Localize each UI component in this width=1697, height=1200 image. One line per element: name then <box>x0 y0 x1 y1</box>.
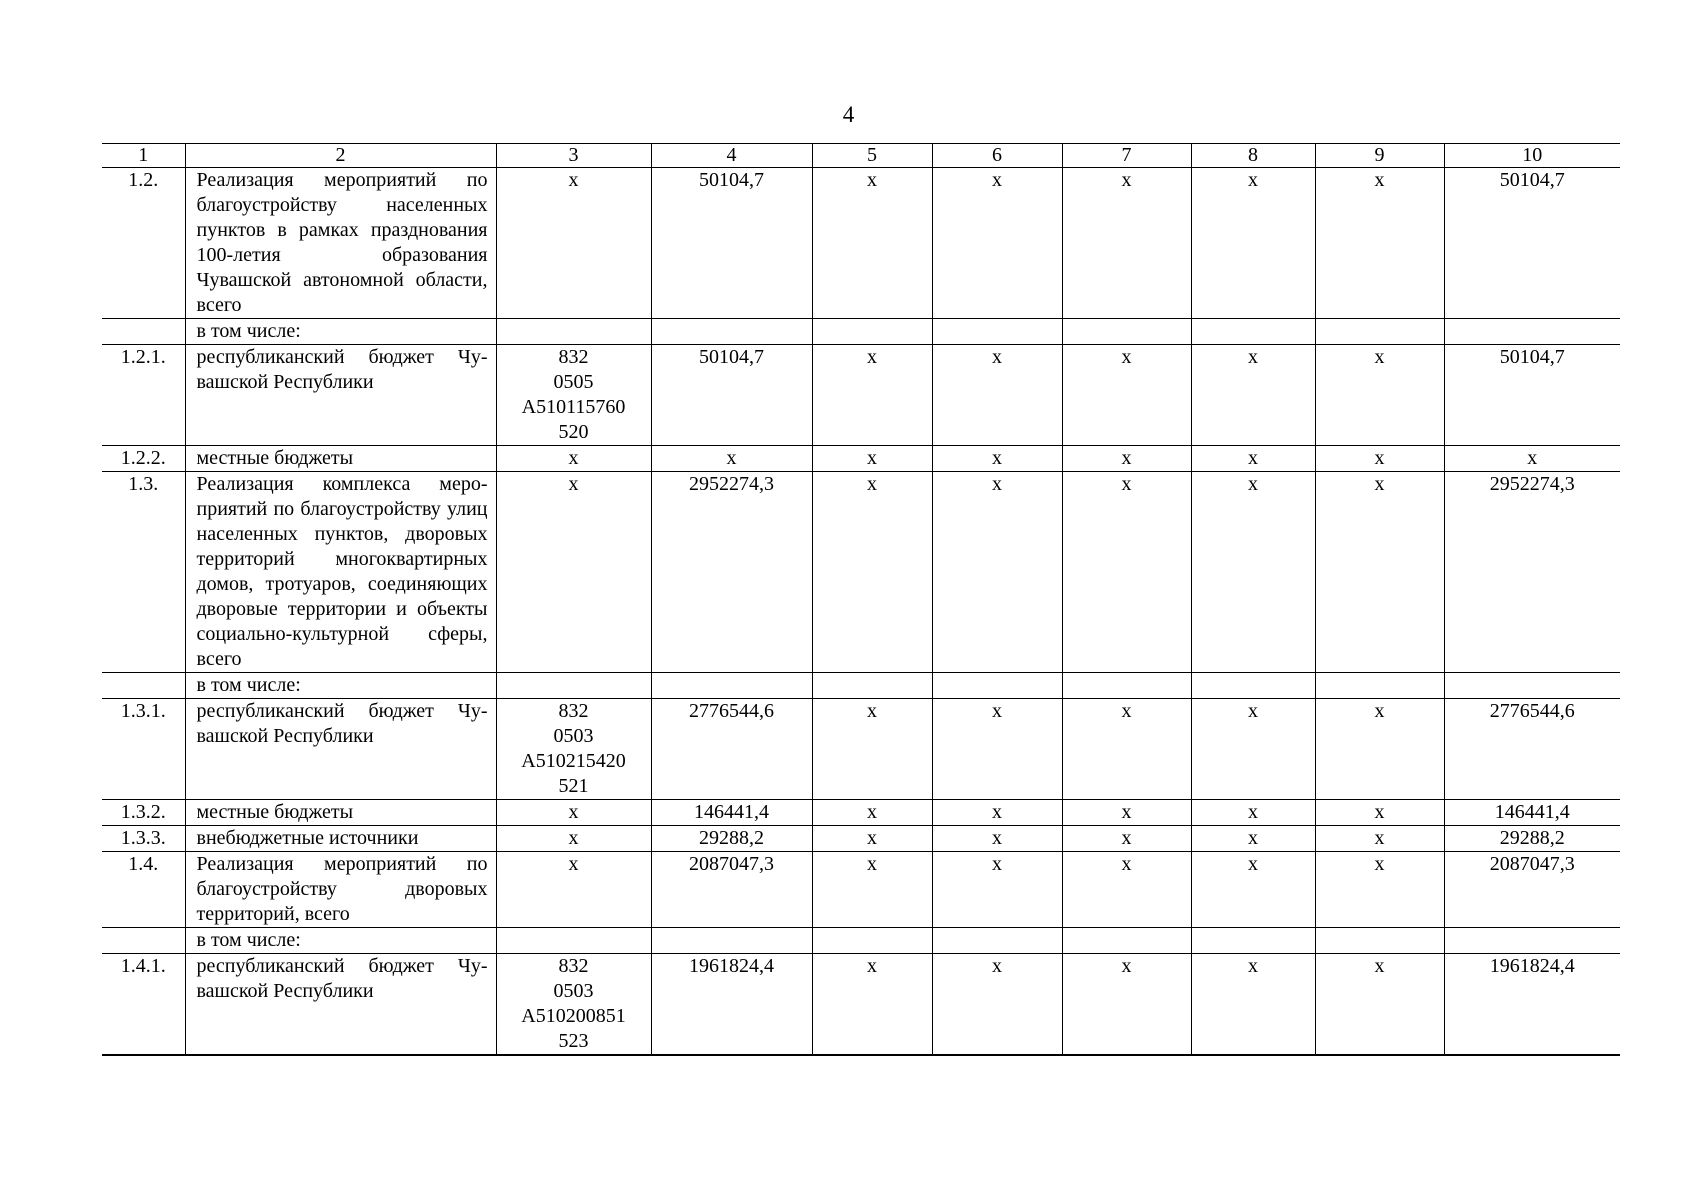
value-cell: х <box>932 826 1062 852</box>
budget-code-cell: х <box>496 800 651 826</box>
budget-code-cell: 832 0505 А510115760 520 <box>496 345 651 446</box>
measure-name-cell: местные бюджеты <box>185 446 496 472</box>
value-cell: х <box>932 168 1062 319</box>
value-cell: 146441,4 <box>651 800 812 826</box>
value-cell: х <box>1191 446 1315 472</box>
value-cell: х <box>1191 472 1315 673</box>
value-cell: х <box>932 800 1062 826</box>
value-cell: х <box>1062 826 1191 852</box>
measure-name-cell: республиканский бюджет Чувашской Республики <box>185 345 496 446</box>
row-number-cell: 1.2.1. <box>102 345 185 446</box>
row-number-cell <box>102 673 185 699</box>
value-cell: х <box>1062 800 1191 826</box>
value-cell <box>1315 319 1444 345</box>
value-cell: 29288,2 <box>651 826 812 852</box>
value-cell <box>651 673 812 699</box>
table-row <box>102 472 1620 673</box>
measure-name-cell: местные бюджеты <box>185 800 496 826</box>
value-cell: х <box>812 852 932 928</box>
table-row <box>102 699 1620 800</box>
measure-name-cell: в том числе: <box>185 928 496 954</box>
budget-code-cell: х <box>496 168 651 319</box>
value-cell: х <box>1062 446 1191 472</box>
value-cell: х <box>1315 954 1444 1056</box>
value-cell: х <box>1191 168 1315 319</box>
value-cell: х <box>1191 345 1315 446</box>
column-number-cell: 7 <box>1062 144 1191 168</box>
value-cell <box>651 928 812 954</box>
value-cell: 50104,7 <box>1444 168 1620 319</box>
row-number-cell <box>102 319 185 345</box>
value-cell: 1961824,4 <box>1444 954 1620 1056</box>
value-cell: х <box>932 852 1062 928</box>
table-row <box>102 954 1620 1056</box>
table-body <box>102 144 1620 1056</box>
budget-code-cell <box>496 673 651 699</box>
table-row <box>102 446 1620 472</box>
value-cell: 50104,7 <box>1444 345 1620 446</box>
value-cell: х <box>1062 699 1191 800</box>
value-cell <box>932 319 1062 345</box>
row-number-cell: 1.3.1. <box>102 699 185 800</box>
value-cell: х <box>1062 852 1191 928</box>
budget-code-cell: 832 0503 А510200851 523 <box>496 954 651 1056</box>
value-cell <box>1191 673 1315 699</box>
value-cell: х <box>1062 954 1191 1056</box>
row-number-cell: 1.4.1. <box>102 954 185 1056</box>
budget-code-cell: х <box>496 446 651 472</box>
budget-code-cell: х <box>496 852 651 928</box>
value-cell: х <box>1315 446 1444 472</box>
row-number-cell: 1.4. <box>102 852 185 928</box>
value-cell <box>1315 673 1444 699</box>
table-row <box>102 345 1620 446</box>
table-row <box>102 168 1620 319</box>
value-cell: 29288,2 <box>1444 826 1620 852</box>
value-cell: 2952274,3 <box>1444 472 1620 673</box>
value-cell: 50104,7 <box>651 345 812 446</box>
value-cell <box>1444 319 1620 345</box>
value-cell: х <box>1315 800 1444 826</box>
value-cell: х <box>1191 699 1315 800</box>
measure-name-cell: Реализация мероприятий по благоустройству дворовых территорий, всего <box>185 852 496 928</box>
subtotal-label-row <box>102 673 1620 699</box>
table-row <box>102 800 1620 826</box>
measure-name-cell: Реализация комплекса мероприятий по благоустройству улиц населенных пунктов, дворовых территорий многоквартирных домов, тротуаров, соединяющих дворовые территории и объекты социально-культурной сферы, всего <box>185 472 496 673</box>
measure-name-cell: в том числе: <box>185 319 496 345</box>
budget-code-cell: х <box>496 472 651 673</box>
column-number-cell: 5 <box>812 144 932 168</box>
row-number-cell: 1.3.2. <box>102 800 185 826</box>
value-cell: 50104,7 <box>651 168 812 319</box>
table-row <box>102 826 1620 852</box>
value-cell <box>812 928 932 954</box>
value-cell: 1961824,4 <box>651 954 812 1056</box>
value-cell: х <box>812 954 932 1056</box>
value-cell: 2087047,3 <box>651 852 812 928</box>
value-cell: х <box>932 954 1062 1056</box>
budget-code-cell <box>496 319 651 345</box>
column-number-row <box>102 144 1620 168</box>
row-number-cell <box>102 928 185 954</box>
value-cell <box>1444 928 1620 954</box>
column-number-cell: 1 <box>102 144 185 168</box>
value-cell <box>1191 319 1315 345</box>
value-cell: х <box>812 446 932 472</box>
value-cell: х <box>1191 800 1315 826</box>
value-cell <box>812 673 932 699</box>
value-cell: х <box>812 699 932 800</box>
value-cell: х <box>932 699 1062 800</box>
column-number-cell: 2 <box>185 144 496 168</box>
value-cell <box>932 928 1062 954</box>
budget-table <box>102 143 1620 1056</box>
table-row <box>102 852 1620 928</box>
row-number-cell: 1.3.3. <box>102 826 185 852</box>
value-cell: х <box>1315 699 1444 800</box>
value-cell: х <box>1191 954 1315 1056</box>
value-cell: х <box>1444 446 1620 472</box>
value-cell: 2952274,3 <box>651 472 812 673</box>
value-cell <box>1315 928 1444 954</box>
value-cell: х <box>812 168 932 319</box>
value-cell <box>1444 673 1620 699</box>
value-cell: 2776544,6 <box>1444 699 1620 800</box>
value-cell: х <box>1315 826 1444 852</box>
value-cell: х <box>812 800 932 826</box>
row-number-cell: 1.2. <box>102 168 185 319</box>
value-cell <box>1191 928 1315 954</box>
column-number-cell: 3 <box>496 144 651 168</box>
measure-name-cell: Реализация мероприятий по благоустройству населенных пунктов в рамках празднования 100-летия образования Чувашской автономной области, всего <box>185 168 496 319</box>
column-number-cell: 4 <box>651 144 812 168</box>
column-number-cell: 9 <box>1315 144 1444 168</box>
value-cell: 2087047,3 <box>1444 852 1620 928</box>
measure-name-cell: в том числе: <box>185 673 496 699</box>
column-number-cell: 10 <box>1444 144 1620 168</box>
budget-code-cell <box>496 928 651 954</box>
value-cell: х <box>1191 826 1315 852</box>
value-cell: х <box>812 472 932 673</box>
value-cell: 2776544,6 <box>651 699 812 800</box>
value-cell <box>932 673 1062 699</box>
value-cell: х <box>1315 345 1444 446</box>
value-cell: х <box>1315 168 1444 319</box>
value-cell <box>1062 928 1191 954</box>
measure-name-cell: внебюджетные источники <box>185 826 496 852</box>
measure-name-cell: республиканский бюджет Чувашской Республики <box>185 699 496 800</box>
value-cell <box>651 319 812 345</box>
page-number: 4 <box>842 102 855 127</box>
value-cell: х <box>932 472 1062 673</box>
column-number-cell: 6 <box>932 144 1062 168</box>
value-cell: 146441,4 <box>1444 800 1620 826</box>
measure-name-cell: республиканский бюджет Чувашской Республики <box>185 954 496 1056</box>
value-cell: х <box>812 345 932 446</box>
value-cell <box>812 319 932 345</box>
value-cell: х <box>1315 472 1444 673</box>
value-cell: х <box>1062 472 1191 673</box>
subtotal-label-row <box>102 928 1620 954</box>
value-cell: х <box>812 826 932 852</box>
column-number-cell: 8 <box>1191 144 1315 168</box>
value-cell: х <box>1062 345 1191 446</box>
value-cell: х <box>932 446 1062 472</box>
value-cell <box>1062 673 1191 699</box>
value-cell: х <box>1191 852 1315 928</box>
row-number-cell: 1.2.2. <box>102 446 185 472</box>
value-cell <box>1062 319 1191 345</box>
budget-code-cell: 832 0503 А510215420 521 <box>496 699 651 800</box>
value-cell: х <box>651 446 812 472</box>
value-cell: х <box>1062 168 1191 319</box>
value-cell: х <box>1315 852 1444 928</box>
subtotal-label-row <box>102 319 1620 345</box>
value-cell: х <box>932 345 1062 446</box>
budget-code-cell: х <box>496 826 651 852</box>
row-number-cell: 1.3. <box>102 472 185 673</box>
